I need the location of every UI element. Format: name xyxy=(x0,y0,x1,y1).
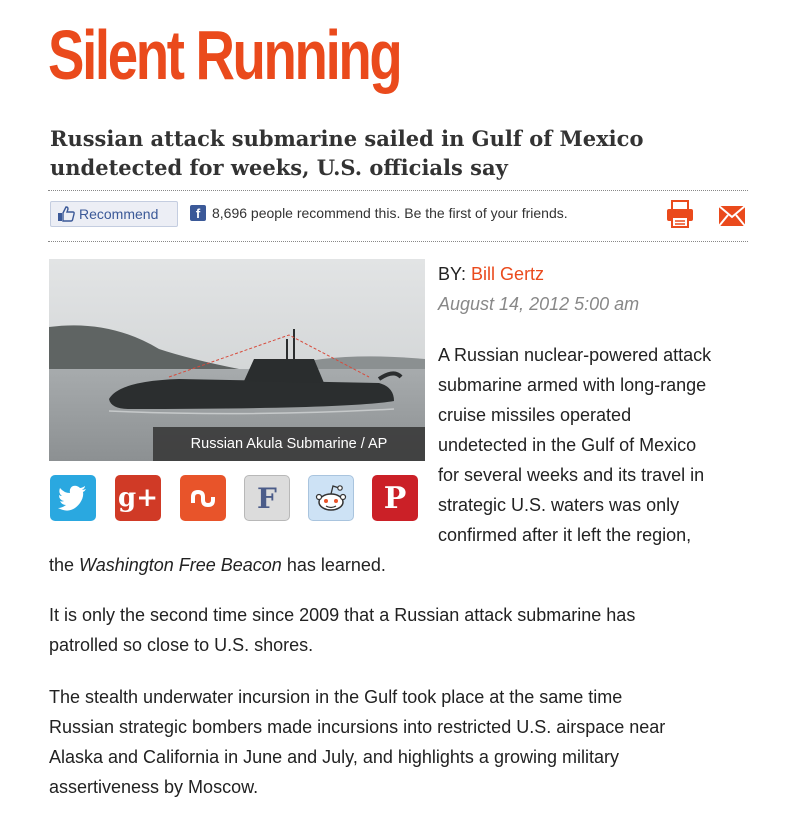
text-run: the xyxy=(49,555,80,575)
article-headline: Silent Running xyxy=(48,16,401,94)
paragraph-3 xyxy=(49,682,749,802)
byline-prefix: BY: xyxy=(438,264,467,284)
paragraph-line: for several weeks and its travel in xyxy=(438,465,705,485)
paragraph-line: undetected in the Gulf of Mexico xyxy=(438,435,697,455)
twitter-button[interactable] xyxy=(50,475,96,521)
paragraph-line: cruise missiles operated xyxy=(438,405,632,425)
facebook-count xyxy=(190,205,568,221)
paragraph-line: It is only the second time since 2009 that a Russian attack submarine has xyxy=(49,605,636,625)
facebook-icon: f xyxy=(190,205,206,221)
article-photo xyxy=(49,259,425,461)
printer-icon[interactable] xyxy=(665,199,695,229)
paragraph-2 xyxy=(49,600,749,660)
paragraph-line: patrolled so close to U.S. shores. xyxy=(49,635,314,655)
paragraph-line: Russian strategic bombers made incursions into restricted U.S. airspace near xyxy=(49,717,666,737)
facebook-count-text: 8,696 people recommend this. Be the first of your friends. xyxy=(212,205,568,221)
publication-name: Washington Free Beacon xyxy=(79,555,282,575)
twitter-bird-icon xyxy=(58,485,88,511)
paragraph-1-end xyxy=(49,550,749,580)
text-run: has learned. xyxy=(281,555,386,575)
pinterest-button[interactable] xyxy=(372,475,418,521)
googleplus-icon: g+ xyxy=(118,483,158,513)
recommend-button[interactable] xyxy=(50,201,178,227)
googleplus-button[interactable] xyxy=(115,475,161,521)
byline xyxy=(438,264,544,285)
envelope-icon[interactable] xyxy=(718,205,746,227)
paragraph-line: The stealth underwater incursion in the Gulf took place at the same time xyxy=(49,687,623,707)
stumbleupon-icon xyxy=(187,487,219,509)
paragraph-line: submarine armed with long-range xyxy=(438,375,707,395)
stumbleupon-button[interactable] xyxy=(180,475,226,521)
paragraph-line: assertiveness by Moscow. xyxy=(49,777,259,797)
share-bar xyxy=(48,190,748,242)
fark-icon: F xyxy=(257,481,277,515)
photo-caption: Russian Akula Submarine / AP xyxy=(153,427,425,461)
recommend-label: Recommend xyxy=(79,206,159,222)
publish-date: August 14, 2012 5:00 am xyxy=(438,294,640,314)
paragraph-line: confirmed after it left the region, xyxy=(438,525,692,545)
reddit-alien-icon xyxy=(314,483,348,513)
thumbs-up-icon xyxy=(57,206,75,222)
pinterest-icon: P xyxy=(383,480,407,516)
author-link[interactable]: Bill Gertz xyxy=(471,264,545,284)
fark-button[interactable] xyxy=(244,475,290,521)
reddit-button[interactable] xyxy=(308,475,354,521)
subhead-line: Russian attack submarine sailed in Gulf of Mexico xyxy=(50,126,644,151)
paragraph-1 xyxy=(438,340,758,550)
subhead-line: undetected for weeks, U.S. officials say xyxy=(50,155,508,180)
article-subhead xyxy=(50,124,740,182)
paragraph-line: A Russian nuclear-powered attack xyxy=(438,345,712,365)
paragraph-line: strategic U.S. waters was only xyxy=(438,495,680,515)
paragraph-line: Alaska and California in June and July, and highlights a growing military xyxy=(49,747,619,767)
